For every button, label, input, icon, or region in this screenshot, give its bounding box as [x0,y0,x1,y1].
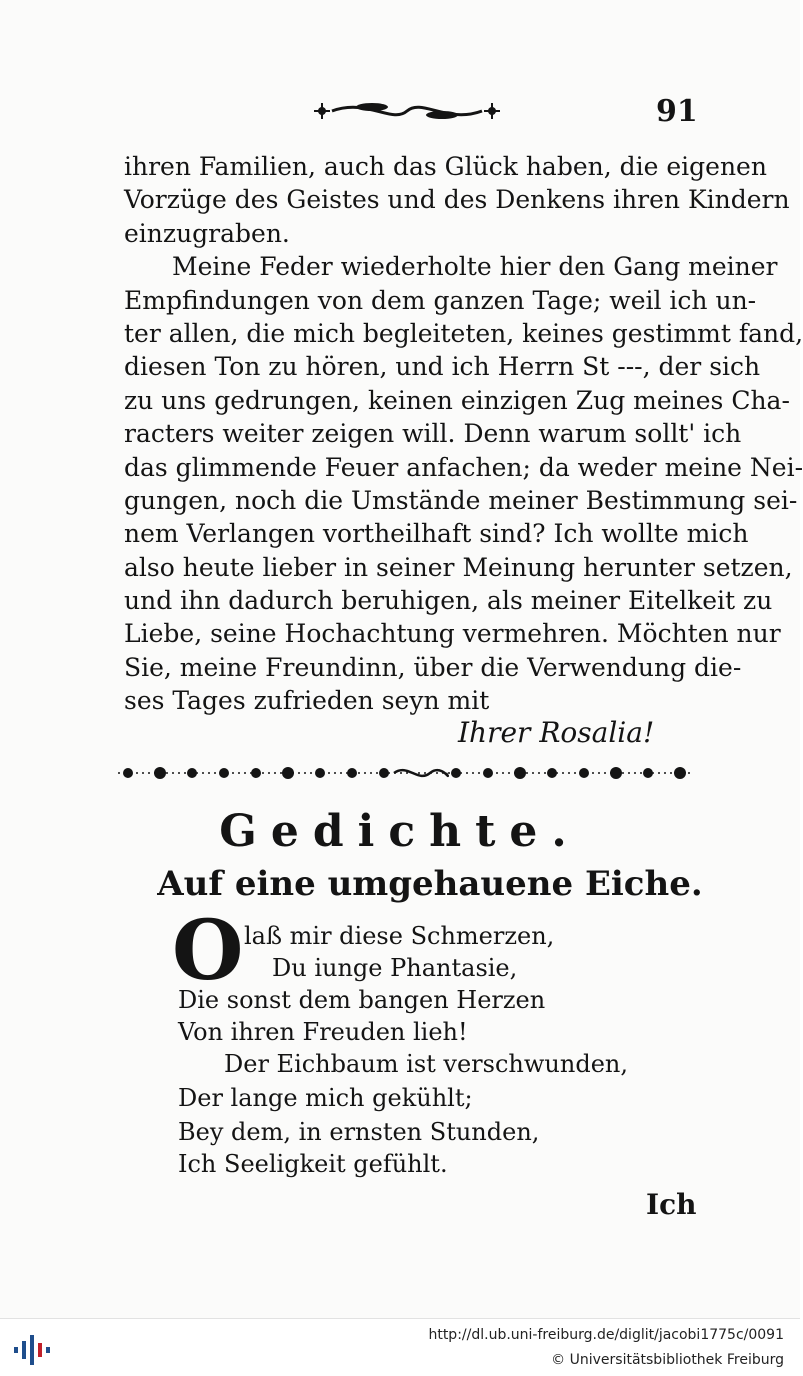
text-line: diesen Ton zu hören, und ich Herrn St ---, der sich [124,352,761,382]
text-line: racters weiter zeigen will. Denn warum sollt' ich [124,419,742,449]
text-line: Sie, meine Freundinn, über die Verwendung die- [124,652,742,682]
header-ornament [312,96,502,126]
drop-cap: O [172,903,244,999]
verse-line: Der lange mich gekühlt; [178,1084,473,1112]
text-line: Liebe, seine Hochachtung vermehren. Möchten nur [124,619,781,649]
library-logo-icon [12,1335,52,1365]
document-url[interactable]: http://dl.ub.uni-freiburg.de/diglit/jacobi1775c/0091 [428,1327,784,1343]
verse-line: Du iunge Phantasie, [272,954,518,982]
text-line: ses Tages zufrieden seyn mit [124,686,490,716]
verse-line: Ich Seeligkeit gefühlt. [178,1150,448,1178]
verse-line: Die sonst dem bangen Herzen [178,986,546,1014]
verse-line: Von ihren Freuden lieh! [178,1018,468,1046]
verse-line: laß mir diese Schmerzen, [244,922,555,950]
poem-title: Auf eine umgehauene Eiche. [157,864,703,904]
text-line: das glimmende Feuer anfachen; da weder meine Nei- [124,452,803,482]
text-line: zu uns gedrungen, keinen einzigen Zug meines Cha- [124,385,790,415]
text-line: ter allen, die mich begleiteten, keines gestimmt fand, [124,318,803,348]
text-line: Empfindungen von dem ganzen Tage; weil ich un- [124,285,757,315]
text-line: also heute lieber in seiner Meinung herunter setzen, [124,552,793,582]
text-line: gungen, noch die Umstände meiner Bestimmung sei- [124,485,798,515]
text-line: Vorzüge des Geistes und des Denkens ihren Kindern [124,185,790,215]
text-line: nem Verlangen vortheilhaft sind? Ich wollte mich [124,519,749,549]
text-line: und ihn dadurch beruhigen, als meiner Eitelkeit zu [124,586,773,616]
verse-line: Der Eichbaum ist verschwunden, [224,1050,628,1078]
text-line: einzugraben. [124,218,290,248]
catchword: Ich [646,1188,697,1221]
text-line: ihren Familien, auch das Glück haben, die eigenen [124,152,767,181]
body-text [124,150,803,718]
poem-heading: Gedichte. [219,806,581,857]
viewer-footer [0,1318,800,1376]
page-number: 91 [656,94,698,129]
signature: Ihrer Rosalia! [458,716,655,749]
copyright-notice: © Universitätsbibliothek Freiburg [551,1352,784,1368]
verse-line: Bey dem, in ernsten Stunden, [178,1118,540,1146]
ornamental-divider [118,758,690,788]
text-line: Meine Feder wiederholte hier den Gang meiner [172,252,778,282]
